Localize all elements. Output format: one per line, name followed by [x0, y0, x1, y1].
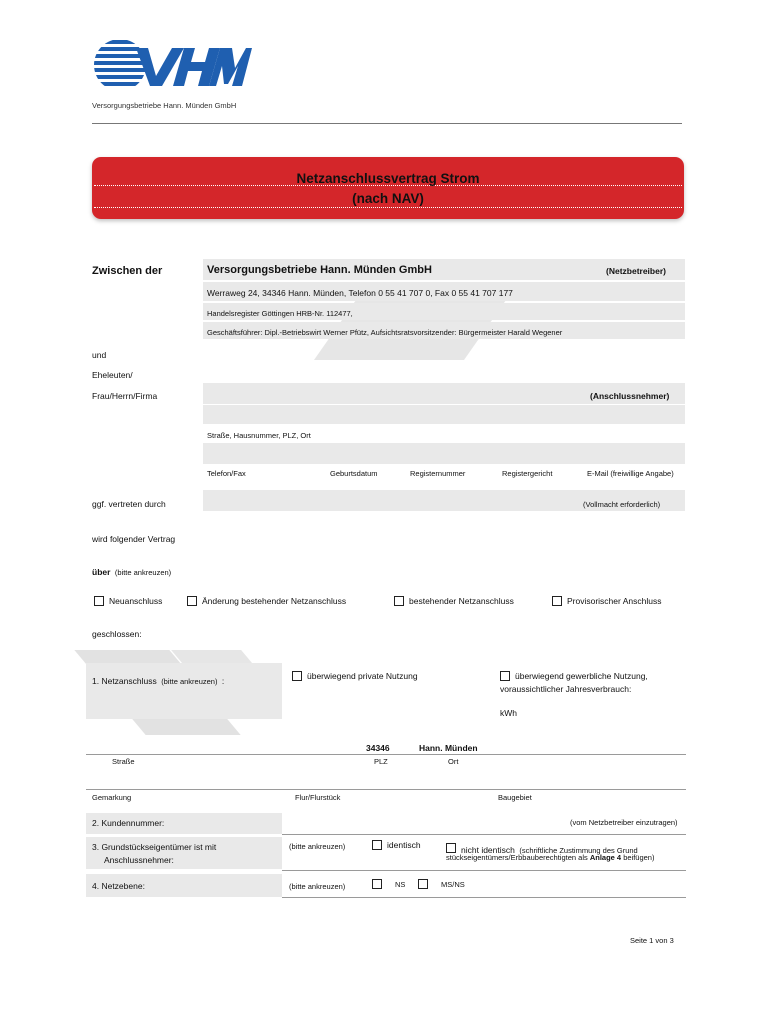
proxy-note: (Vollmacht erforderlich): [583, 500, 661, 509]
customer-role: (Anschlussnehmer): [590, 391, 670, 401]
operator-role: (Netzbetreiber): [606, 266, 666, 276]
contract-about-note: (bitte ankreuzen): [114, 568, 172, 577]
not-identical-note2: [446, 853, 654, 862]
checkbox-private[interactable]: [292, 671, 302, 681]
operator-register: Handelsregister Göttingen HRB-Nr. 112477,: [207, 309, 353, 318]
vhm-logo-graphic: [92, 38, 252, 92]
option-new[interactable]: [94, 596, 162, 607]
section1-label: [92, 671, 224, 689]
spouses-label: Eheleuten/: [92, 370, 133, 380]
option-ns-label: NS: [395, 880, 406, 889]
operator-management: Geschäftsführer: Dipl.-Betriebswirt Werner Pfütz, Aufsichtsratsvorsitzender: Bürgermeister Harald Wegener: [207, 328, 563, 337]
option-provisional[interactable]: [552, 596, 661, 607]
section3-note: (bitte ankreuzen): [289, 842, 346, 851]
operator-address: Werraweg 24, 34346 Hann. Münden, Telefon 0 55 41 707 0, Fax 0 55 41 707 177: [207, 288, 513, 298]
area-label: Baugebiet: [498, 793, 532, 802]
option-commercial-label: überwiegend gewerbliche Nutzung,: [515, 671, 648, 681]
contract-about: [92, 562, 171, 580]
kwh-unit: kWh: [500, 708, 517, 718]
birth-caption: Geburtsdatum: [330, 469, 378, 478]
regno-caption: Registernummer: [410, 469, 466, 478]
not-identical-note2a: stückseigentümers/Erbbauberechtigten als: [446, 853, 588, 862]
concluded-label: geschlossen:: [92, 629, 142, 639]
plz-label: PLZ: [374, 757, 388, 766]
checkbox-not-identical[interactable]: [446, 843, 456, 853]
page-number: Seite 1 von 3: [630, 936, 674, 945]
option-commercial[interactable]: [500, 671, 648, 682]
checkbox-msns[interactable]: [418, 879, 428, 889]
section2-note: (vom Netzbetreiber einzutragen): [570, 818, 678, 827]
customer-number-line: [282, 834, 686, 835]
option-msns-label: MS/NS: [441, 880, 465, 889]
header-divider: [92, 123, 682, 124]
checkbox-provisional[interactable]: [552, 596, 562, 606]
district-label: Gemarkung: [92, 793, 132, 802]
section2-label: 2. Kundennummer:: [92, 818, 165, 828]
section4-label: 4. Netzebene:: [92, 881, 145, 891]
option-existing[interactable]: [394, 596, 514, 607]
section3-line: [282, 870, 686, 871]
option-private-label: überwiegend private Nutzung: [307, 671, 418, 681]
not-identical-note2c: beifügen): [623, 853, 655, 862]
customer-label: Frau/Herrn/Firma: [92, 391, 158, 401]
option-provisional-label: Provisorischer Anschluss: [567, 596, 662, 606]
section4-line: [282, 897, 686, 898]
checkbox-commercial[interactable]: [500, 671, 510, 681]
represented-label: ggf. vertreten durch: [92, 499, 166, 509]
checkbox-existing[interactable]: [394, 596, 404, 606]
contract-about-label: über: [92, 567, 111, 577]
not-identical-note2b: Anlage 4: [589, 853, 622, 862]
section3-label-line2: Anschlussnehmer:: [104, 855, 174, 865]
option-not-identical-label: nicht identisch: [461, 845, 515, 855]
title-banner: [92, 157, 684, 219]
section3-label-line1: 3. Grundstückseigentümer ist mit: [92, 842, 217, 852]
section1-note: (bitte ankreuzen): [161, 677, 218, 686]
parcel-line: [86, 789, 686, 790]
option-existing-label: bestehender Netzanschluss: [409, 596, 514, 606]
vhm-logo: [92, 38, 252, 92]
section1-title: 1. Netzanschluss: [92, 676, 157, 686]
and-label: und: [92, 350, 107, 360]
checkbox-identical[interactable]: [372, 840, 382, 850]
street-label: Straße: [112, 757, 135, 766]
operator-name: Versorgungsbetriebe Hann. Münden GmbH: [207, 264, 432, 276]
customer-name-field-2[interactable]: [203, 405, 685, 424]
plz-value: 34346: [366, 743, 390, 753]
title-line1: Netzanschlussvertrag Strom: [296, 171, 480, 186]
customer-address-field[interactable]: [203, 443, 685, 464]
option-private[interactable]: [292, 671, 418, 682]
email-caption: E-Mail (freiwillige Angabe): [587, 469, 674, 478]
title-line2: (nach NAV): [352, 191, 424, 206]
option-identical-label: identisch: [387, 840, 421, 850]
contract-intro: wird folgender Vertrag: [92, 534, 176, 544]
checkbox-change[interactable]: [187, 596, 197, 606]
commercial-consumption-label: voraussichtlicher Jahresverbrauch:: [500, 684, 632, 694]
option-change[interactable]: [187, 596, 346, 607]
checkbox-new[interactable]: [94, 596, 104, 606]
option-identical[interactable]: [372, 840, 421, 851]
section1-colon: :: [221, 676, 225, 686]
between-label: Zwischen der: [92, 265, 163, 277]
section4-note: (bitte ankreuzen): [289, 882, 346, 891]
banner-dotted-bottom: [94, 207, 682, 208]
parcel-label: Flur/Flurstück: [295, 793, 341, 802]
phone-caption: Telefon/Fax: [207, 469, 246, 478]
option-ns[interactable]: [372, 880, 405, 890]
court-caption: Registergericht: [502, 469, 553, 478]
not-identical-note1: (schriftliche Zustimmung des Grund: [519, 846, 638, 855]
option-msns[interactable]: [418, 880, 465, 890]
option-change-label: Änderung bestehender Netzanschluss: [202, 596, 347, 606]
address-line: [86, 754, 686, 755]
option-new-label: Neuanschluss: [109, 596, 163, 606]
checkbox-ns[interactable]: [372, 879, 382, 889]
street-caption: Straße, Hausnummer, PLZ, Ort: [207, 431, 311, 440]
city-value: Hann. Münden: [419, 743, 478, 753]
company-subtitle: Versorgungsbetriebe Hann. Münden GmbH: [92, 101, 237, 110]
city-label: Ort: [448, 757, 459, 766]
